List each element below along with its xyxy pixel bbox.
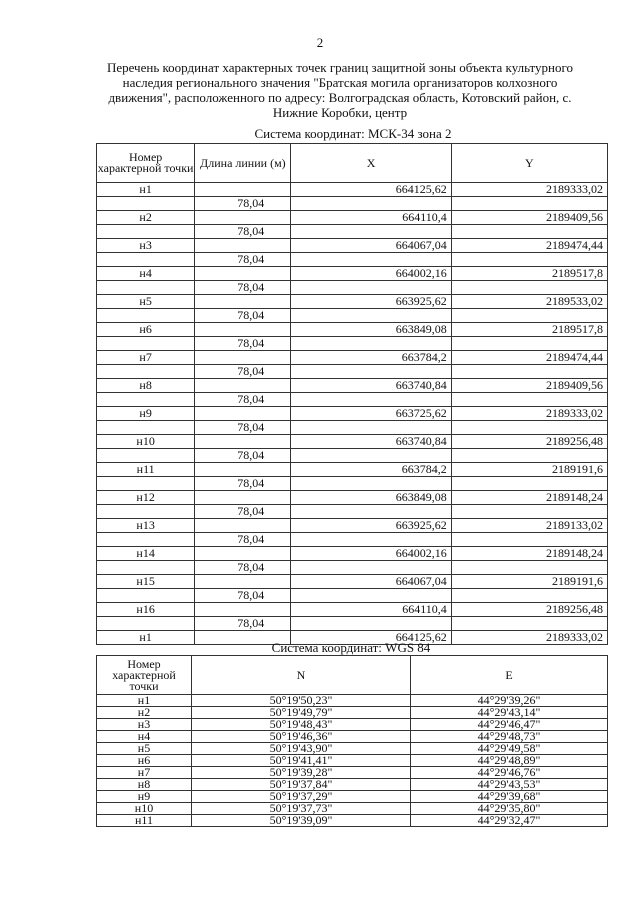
line-length-value: 78,04 bbox=[195, 309, 291, 323]
segment-spacer bbox=[291, 281, 451, 295]
segment-spacer bbox=[291, 337, 451, 351]
longitude-value: 44°29'49,58" bbox=[411, 743, 608, 755]
line-length-value: 78,04 bbox=[195, 337, 291, 351]
segment-spacer bbox=[97, 253, 195, 267]
table2-body bbox=[97, 695, 608, 827]
latitude-value: 50°19'49,79" bbox=[192, 707, 411, 719]
y-value: 2189191,6 bbox=[451, 463, 607, 477]
point-number: н4 bbox=[97, 731, 192, 743]
segment-spacer bbox=[291, 197, 451, 211]
point-number: н9 bbox=[97, 791, 192, 803]
segment-spacer bbox=[451, 561, 607, 575]
segment-spacer bbox=[291, 589, 451, 603]
point-number: н3 bbox=[97, 239, 195, 253]
segment-row bbox=[97, 561, 608, 575]
y-value: 2189517,8 bbox=[451, 267, 607, 281]
x-value: 663925,62 bbox=[291, 519, 451, 533]
y-value: 2189148,24 bbox=[451, 547, 607, 561]
line-length-empty bbox=[195, 603, 291, 617]
line-length-empty bbox=[195, 211, 291, 225]
segment-spacer bbox=[451, 281, 607, 295]
y-value: 2189191,6 bbox=[451, 575, 607, 589]
point-number: н7 bbox=[97, 767, 192, 779]
y-value: 2189533,02 bbox=[451, 295, 607, 309]
table-row bbox=[97, 239, 608, 253]
x-value: 664067,04 bbox=[291, 575, 451, 589]
point-number: н10 bbox=[97, 435, 195, 449]
segment-row bbox=[97, 393, 608, 407]
wgs84-coordinates-table bbox=[96, 655, 608, 827]
y-value: 2189133,02 bbox=[451, 519, 607, 533]
segment-spacer bbox=[291, 309, 451, 323]
segment-spacer bbox=[97, 617, 195, 631]
x-value: 663740,84 bbox=[291, 379, 451, 393]
segment-row bbox=[97, 253, 608, 267]
line-length-value: 78,04 bbox=[195, 617, 291, 631]
table-row bbox=[97, 575, 608, 589]
longitude-value: 44°29'43,53" bbox=[411, 779, 608, 791]
segment-spacer bbox=[451, 197, 607, 211]
segment-spacer bbox=[97, 561, 195, 575]
line-length-value: 78,04 bbox=[195, 533, 291, 547]
segment-row bbox=[97, 449, 608, 463]
segment-spacer bbox=[97, 197, 195, 211]
segment-spacer bbox=[451, 393, 607, 407]
segment-row bbox=[97, 281, 608, 295]
point-number: н7 bbox=[97, 351, 195, 365]
point-number: н16 bbox=[97, 603, 195, 617]
segment-spacer bbox=[291, 533, 451, 547]
header-point-number: Номер характерной точки bbox=[97, 144, 195, 183]
segment-spacer bbox=[291, 617, 451, 631]
segment-row bbox=[97, 589, 608, 603]
line-length-value: 78,04 bbox=[195, 253, 291, 267]
segment-spacer bbox=[291, 449, 451, 463]
segment-row bbox=[97, 421, 608, 435]
line-length-value: 78,04 bbox=[195, 197, 291, 211]
line-length-empty bbox=[195, 239, 291, 253]
segment-spacer bbox=[451, 449, 607, 463]
segment-row bbox=[97, 617, 608, 631]
segment-row bbox=[97, 197, 608, 211]
table-row bbox=[97, 211, 608, 225]
line-length-empty bbox=[195, 267, 291, 281]
segment-row bbox=[97, 365, 608, 379]
header-line-length: Длина линии (м) bbox=[195, 144, 291, 183]
point-number: н8 bbox=[97, 779, 192, 791]
msk34-coordinates-table bbox=[96, 143, 608, 645]
longitude-value: 44°29'39,68" bbox=[411, 791, 608, 803]
segment-row bbox=[97, 337, 608, 351]
x-value: 664067,04 bbox=[291, 239, 451, 253]
segment-spacer bbox=[291, 477, 451, 491]
segment-spacer bbox=[291, 225, 451, 239]
y-value: 2189256,48 bbox=[451, 435, 607, 449]
line-length-value: 78,04 bbox=[195, 477, 291, 491]
point-number: н12 bbox=[97, 491, 195, 505]
segment-spacer bbox=[97, 393, 195, 407]
segment-row bbox=[97, 533, 608, 547]
line-length-empty bbox=[195, 575, 291, 589]
longitude-value: 44°29'48,89" bbox=[411, 755, 608, 767]
x-value: 664110,4 bbox=[291, 211, 451, 225]
segment-spacer bbox=[97, 337, 195, 351]
line-length-empty bbox=[195, 323, 291, 337]
y-value: 2189409,56 bbox=[451, 379, 607, 393]
segment-spacer bbox=[451, 477, 607, 491]
segment-spacer bbox=[97, 225, 195, 239]
table1-body bbox=[97, 183, 608, 645]
line-length-value: 78,04 bbox=[195, 589, 291, 603]
line-length-empty bbox=[195, 379, 291, 393]
y-value: 2189256,48 bbox=[451, 603, 607, 617]
segment-row bbox=[97, 505, 608, 519]
point-number: н14 bbox=[97, 547, 195, 561]
line-length-empty bbox=[195, 491, 291, 505]
longitude-value: 44°29'46,47" bbox=[411, 719, 608, 731]
segment-spacer bbox=[451, 421, 607, 435]
segment-spacer bbox=[97, 421, 195, 435]
segment-spacer bbox=[451, 225, 607, 239]
segment-spacer bbox=[97, 281, 195, 295]
segment-spacer bbox=[291, 561, 451, 575]
line-length-empty bbox=[195, 547, 291, 561]
point-number: н4 bbox=[97, 267, 195, 281]
longitude-value: 44°29'43,14" bbox=[411, 707, 608, 719]
document-heading: Перечень координат характерных точек границ защитной зоны объекта культурного наследия регионального значения "Братская могила организаторов колхозного движения", расположенного по адресу: Волгоградская область, Котовский район, с. Нижние Коробки, центр bbox=[106, 60, 574, 120]
line-length-empty bbox=[195, 295, 291, 309]
x-value: 663925,62 bbox=[291, 295, 451, 309]
segment-spacer bbox=[451, 505, 607, 519]
latitude-value: 50°19'48,43" bbox=[192, 719, 411, 731]
segment-spacer bbox=[291, 253, 451, 267]
segment-spacer bbox=[291, 505, 451, 519]
latitude-value: 50°19'41,41" bbox=[192, 755, 411, 767]
latitude-value: 50°19'37,84" bbox=[192, 779, 411, 791]
line-length-empty bbox=[195, 519, 291, 533]
y-value: 2189474,44 bbox=[451, 239, 607, 253]
segment-spacer bbox=[451, 337, 607, 351]
segment-row bbox=[97, 477, 608, 491]
latitude-value: 50°19'39,28" bbox=[192, 767, 411, 779]
y-value: 2189474,44 bbox=[451, 351, 607, 365]
table-row bbox=[97, 267, 608, 281]
x-value: 663849,08 bbox=[291, 491, 451, 505]
point-number: н5 bbox=[97, 743, 192, 755]
table-row bbox=[97, 815, 608, 827]
table-row bbox=[97, 491, 608, 505]
y-value: 2189409,56 bbox=[451, 211, 607, 225]
x-value: 663784,2 bbox=[291, 463, 451, 477]
table-row bbox=[97, 463, 608, 477]
longitude-value: 44°29'48,73" bbox=[411, 731, 608, 743]
segment-row bbox=[97, 309, 608, 323]
segment-spacer bbox=[97, 589, 195, 603]
segment-spacer bbox=[451, 309, 607, 323]
point-number: н15 bbox=[97, 575, 195, 589]
x-value: 664110,4 bbox=[291, 603, 451, 617]
segment-row bbox=[97, 225, 608, 239]
segment-spacer bbox=[97, 477, 195, 491]
line-length-empty bbox=[195, 183, 291, 197]
x-value: 664002,16 bbox=[291, 267, 451, 281]
segment-spacer bbox=[97, 309, 195, 323]
line-length-value: 78,04 bbox=[195, 449, 291, 463]
header-x: X bbox=[291, 144, 451, 183]
table-row bbox=[97, 435, 608, 449]
table1-header-row bbox=[97, 144, 608, 183]
x-value: 664125,62 bbox=[291, 183, 451, 197]
line-length-value: 78,04 bbox=[195, 365, 291, 379]
segment-spacer bbox=[451, 589, 607, 603]
header-point-number: Номер характерной точки bbox=[97, 656, 192, 695]
y-value: 2189333,02 bbox=[451, 631, 607, 645]
line-length-value: 78,04 bbox=[195, 393, 291, 407]
point-number: н11 bbox=[97, 815, 192, 827]
point-number: н5 bbox=[97, 295, 195, 309]
point-number: н3 bbox=[97, 719, 192, 731]
y-value: 2189333,02 bbox=[451, 183, 607, 197]
latitude-value: 50°19'37,73" bbox=[192, 803, 411, 815]
line-length-empty bbox=[195, 351, 291, 365]
x-value: 663740,84 bbox=[291, 435, 451, 449]
point-number: н13 bbox=[97, 519, 195, 533]
header-y: Y bbox=[451, 144, 607, 183]
y-value: 2189148,24 bbox=[451, 491, 607, 505]
segment-spacer bbox=[97, 449, 195, 463]
segment-spacer bbox=[97, 533, 195, 547]
page-number: 2 bbox=[316, 35, 324, 50]
table2-caption: Система координат: WGS 84 bbox=[271, 640, 431, 655]
y-value: 2189333,02 bbox=[451, 407, 607, 421]
latitude-value: 50°19'39,09" bbox=[192, 815, 411, 827]
table-row bbox=[97, 603, 608, 617]
latitude-value: 50°19'43,90" bbox=[192, 743, 411, 755]
table-row bbox=[97, 323, 608, 337]
point-number: н9 bbox=[97, 407, 195, 421]
longitude-value: 44°29'46,76" bbox=[411, 767, 608, 779]
line-length-empty bbox=[195, 435, 291, 449]
point-number: н8 bbox=[97, 379, 195, 393]
point-number: н1 bbox=[97, 631, 195, 645]
longitude-value: 44°29'39,26" bbox=[411, 695, 608, 707]
x-value: 663725,62 bbox=[291, 407, 451, 421]
table-row bbox=[97, 547, 608, 561]
line-length-value: 78,04 bbox=[195, 561, 291, 575]
point-number: н2 bbox=[97, 211, 195, 225]
header-longitude: E bbox=[411, 656, 608, 695]
table1-caption: Система координат: МСК-34 зона 2 bbox=[254, 126, 452, 141]
x-value: 663784,2 bbox=[291, 351, 451, 365]
line-length-value: 78,04 bbox=[195, 281, 291, 295]
segment-spacer bbox=[291, 421, 451, 435]
point-number: н6 bbox=[97, 755, 192, 767]
latitude-value: 50°19'50,23" bbox=[192, 695, 411, 707]
segment-spacer bbox=[451, 617, 607, 631]
line-length-value: 78,04 bbox=[195, 421, 291, 435]
point-number: н6 bbox=[97, 323, 195, 337]
segment-spacer bbox=[451, 253, 607, 267]
segment-spacer bbox=[291, 365, 451, 379]
y-value: 2189517,8 bbox=[451, 323, 607, 337]
table-row bbox=[97, 351, 608, 365]
table-row bbox=[97, 519, 608, 533]
point-number: н1 bbox=[97, 183, 195, 197]
line-length-value: 78,04 bbox=[195, 225, 291, 239]
point-number: н1 bbox=[97, 695, 192, 707]
table-row bbox=[97, 407, 608, 421]
x-value: 664002,16 bbox=[291, 547, 451, 561]
segment-spacer bbox=[97, 365, 195, 379]
segment-spacer bbox=[451, 365, 607, 379]
x-value: 664125,62 bbox=[291, 631, 451, 645]
x-value: 663849,08 bbox=[291, 323, 451, 337]
line-length-empty bbox=[195, 407, 291, 421]
segment-spacer bbox=[97, 505, 195, 519]
line-length-value: 78,04 bbox=[195, 505, 291, 519]
header-latitude: N bbox=[192, 656, 411, 695]
point-number: н2 bbox=[97, 707, 192, 719]
latitude-value: 50°19'46,36" bbox=[192, 731, 411, 743]
table2-header-row bbox=[97, 656, 608, 695]
longitude-value: 44°29'32,47" bbox=[411, 815, 608, 827]
longitude-value: 44°29'35,80" bbox=[411, 803, 608, 815]
segment-spacer bbox=[451, 533, 607, 547]
table-row bbox=[97, 379, 608, 393]
latitude-value: 50°19'37,29" bbox=[192, 791, 411, 803]
segment-spacer bbox=[291, 393, 451, 407]
point-number: н11 bbox=[97, 463, 195, 477]
table-row bbox=[97, 183, 608, 197]
point-number: н10 bbox=[97, 803, 192, 815]
line-length-empty bbox=[195, 463, 291, 477]
table-row bbox=[97, 295, 608, 309]
